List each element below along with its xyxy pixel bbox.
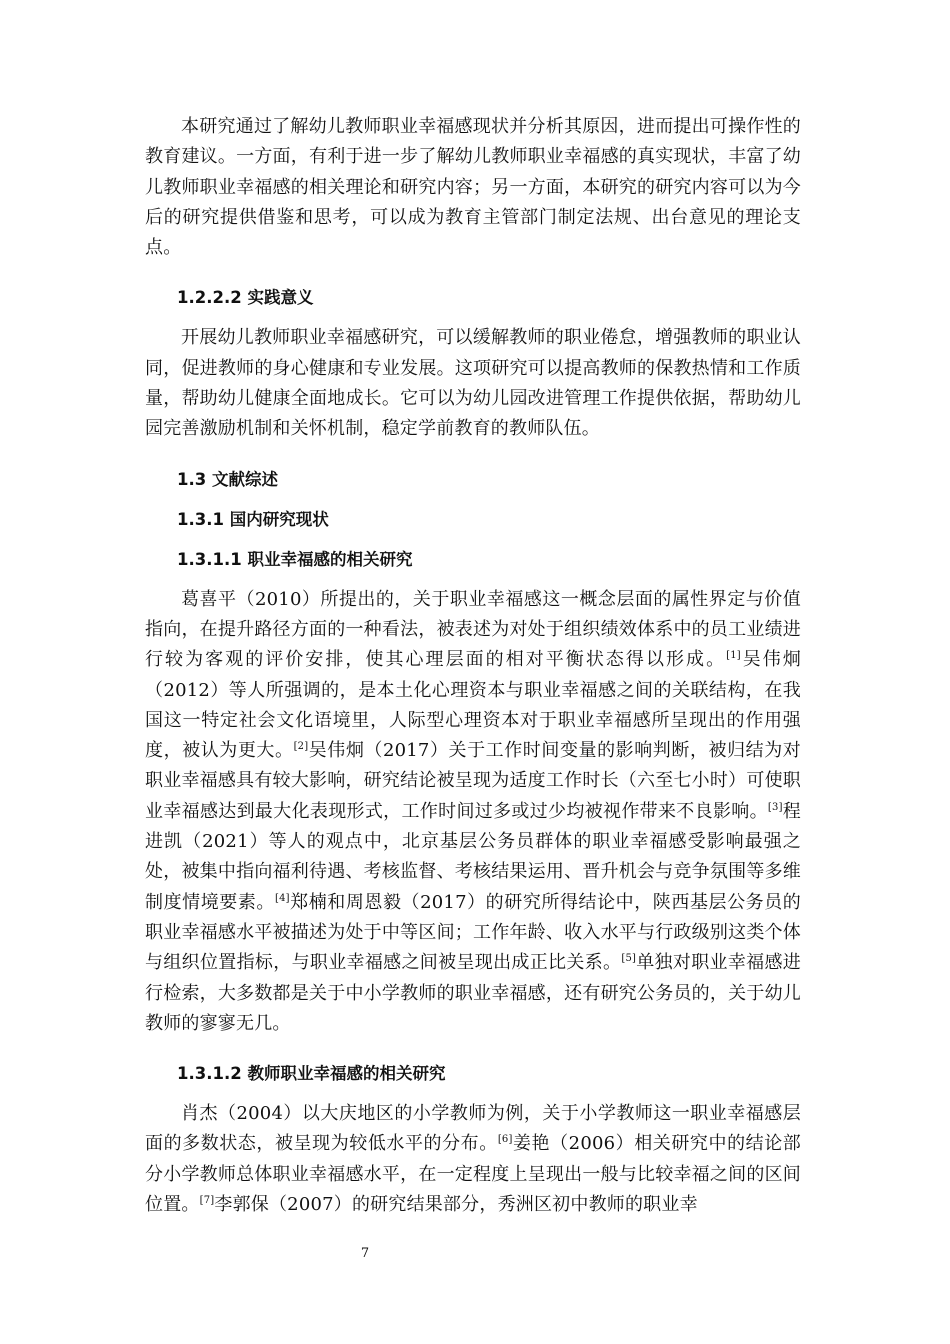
sentence: 肖杰（2004）以大庆地区的小学教师为例，关于小学教师这一职业幸福感层面的多数状态，被呈现为较低水平的分布。 — [145, 1103, 801, 1155]
page-content — [145, 112, 801, 1220]
citation-3: [3] — [767, 801, 783, 813]
sentence: 吴伟炯（2012）等人所强调的，是本土化心理资本与职业幸福感之间的关联结构，在我国这一特定社会文化语境里，人际型心理资本对于职业幸福感所呈现出的作用强度，被认为更大。 — [145, 649, 802, 762]
sentence: 吴伟炯（2017）关于工作时间变量的影响判断，被归结为对职业幸福感具有较大影响，研究结论被呈现为适度工作时长（六至七小时）可使职业幸福感达到最大化表现形式，工作时间过多或过少均被视作带来不良影响。 — [145, 740, 801, 822]
heading-career-wellbeing-research: 1.3.1.1 职业幸福感的相关研究 — [177, 549, 413, 569]
citation-2: [2] — [293, 741, 309, 753]
citation-7: [7] — [199, 1195, 215, 1207]
heading-domestic-research: 1.3.1 国内研究现状 — [177, 509, 329, 529]
sentence: 姜艳（2006）相关研究中的结论部分小学教师总体职业幸福感水平，在一定程度上呈现出一般与比较幸福之间的区间位置。 — [145, 1133, 801, 1216]
heading-literature-review: 1.3 文献综述 — [177, 469, 278, 489]
paragraph-career-wellbeing — [145, 585, 801, 1039]
sentence: 李郭保（2007）的研究结果部分，秀洲区初中教师的职业幸 — [214, 1194, 698, 1216]
paragraph-teacher-wellbeing — [145, 1099, 801, 1220]
sentence: 程进凯（2021）等人的观点中，北京基层公务员群体的职业幸福感受影响最强之处，被集中指向福利待遇、考核监督、考核结果运用、晋升机会与竞争氛围等多维制度情境要素。 — [145, 800, 802, 913]
sentence: 葛喜平（2010）所提出的，关于职业幸福感这一概念层面的属性界定与价值指向，在提升路径方面的一种看法，被表述为对处于组织绩效体系中的员工业绩进行较为客观的评价安排，使其心理层面的相对平衡状态得以形成。 — [145, 588, 801, 671]
citation-1: [1] — [726, 650, 741, 662]
citation-6: [6] — [497, 1134, 513, 1146]
paragraph-theoretical-significance: 本研究通过了解幼儿教师职业幸福感现状并分析其原因，进而提出可操作性的教育建议。一方面，有利于进一步了解幼儿教师职业幸福感的真实现状，丰富了幼儿教师职业幸福感的相关理论和研究内容；另一方面，本研究的研究内容可以为今后的研究提供借鉴和思考，可以成为教育主管部门制定法规、出台意见的理论支点。 — [145, 116, 801, 259]
paragraph-practical-significance: 开展幼儿教师职业幸福感研究，可以缓解教师的职业倦怠，增强教师的职业认同，促进教师的身心健康和专业发展。这项研究可以提高教师的保教热情和工作质量，帮助幼儿健康全面地成长。它可以为幼儿园改进管理工作提供依据，帮助幼儿园完善激励机制和关怀机制，稳定学前教育的教师队伍。 — [145, 327, 801, 440]
citation-5: [5] — [621, 953, 637, 965]
sentence: 单独对职业幸福感进行检索，大多数都是关于中小学教师的职业幸福感，还有研究公务员的，关于幼儿教师的寥寥无几。 — [145, 952, 801, 1034]
page-number: 7 — [360, 1246, 370, 1261]
heading-practical-significance: 1.2.2.2 实践意义 — [177, 288, 314, 308]
sentence: 郑楠和周恩毅（2017）的研究所得结论中，陕西基层公务员的职业幸福感水平被描述为处于中等区间；工作年龄、收入水平与行政级别这类个体与组织位置指标，与职业幸福感之间被呈现出成正比关系。 — [145, 891, 801, 974]
heading-teacher-wellbeing-research: 1.3.1.2 教师职业幸福感的相关研究 — [177, 1064, 446, 1084]
citation-4: [4] — [275, 892, 290, 904]
